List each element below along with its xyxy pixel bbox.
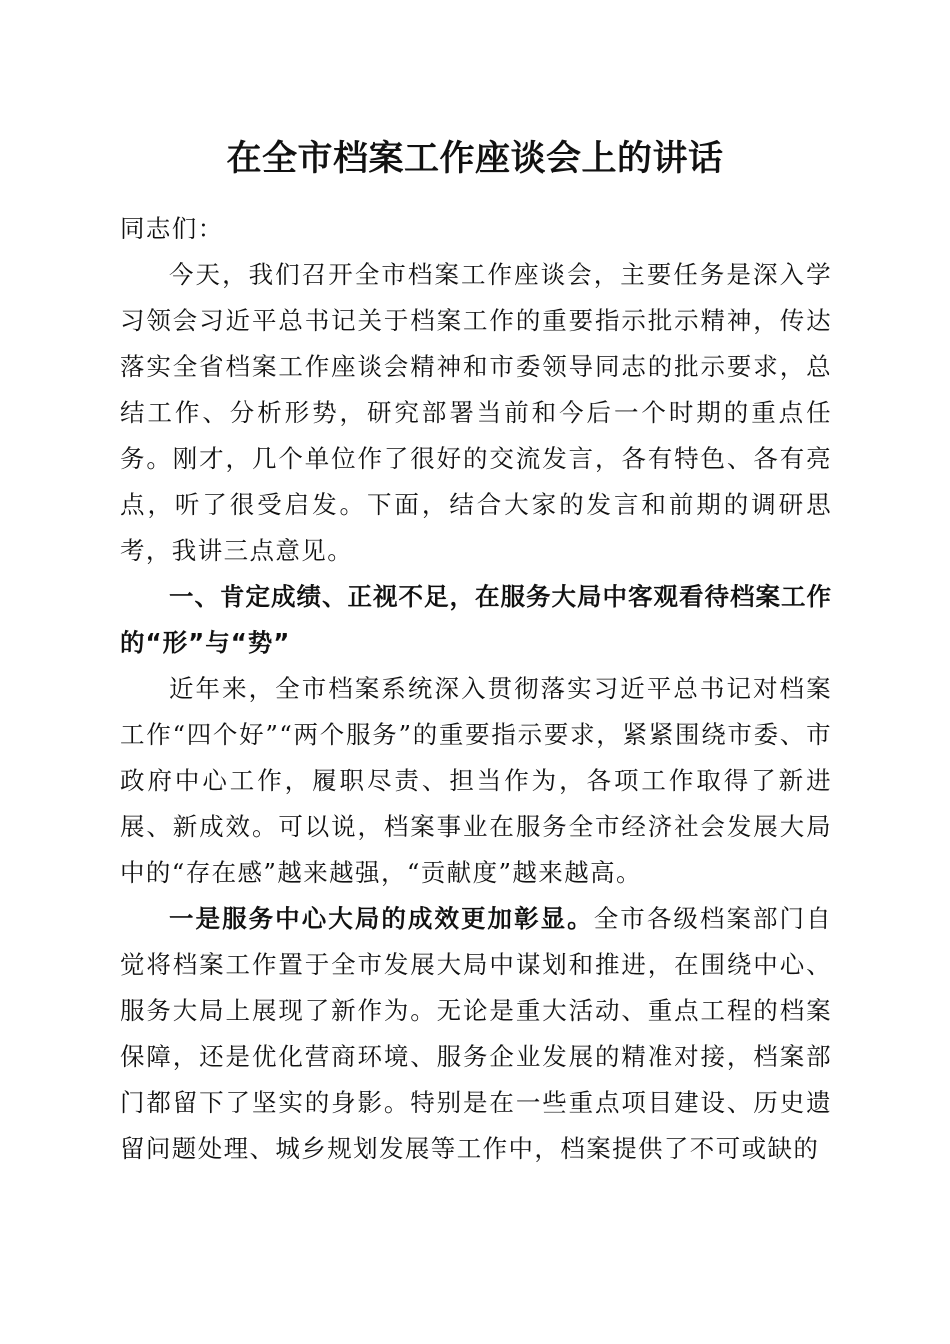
- point-paragraph-1: [120, 896, 832, 1172]
- section-paragraph-1: 近年来，全市档案系统深入贯彻落实习近平总书记对档案工作“四个好”“两个服务”的重要指示要求，紧紧围绕市委、市政府中心工作，履职尽责、担当作为，各项工作取得了新进展、新成效。可以说，档案事业在服务全市经济社会发展大局中的“存在感”越来越强，“贡献度”越来越高。: [120, 674, 832, 887]
- point-lead-1: 一是服务中心大局的成效更加彰显。: [169, 904, 594, 933]
- section-heading-1: 一、肯定成绩、正视不足，在服务大局中客观看待档案工作的“形”与“势”: [120, 582, 832, 657]
- document-title: 在全市档案工作座谈会上的讲话: [226, 138, 724, 179]
- intro-paragraph: 今天，我们召开全市档案工作座谈会，主要任务是深入学习领会习近平总书记关于档案工作的重要指示批示精神，传达落实全省档案工作座谈会精神和市委领导同志的批示要求，总结工作、分析形势，研究部署当前和今后一个时期的重点任务。刚才，几个单位作了很好的交流发言，各有特色、各有亮点，听了很受启发。下面，结合大家的发言和前期的调研思考，我讲三点意见。: [120, 260, 832, 565]
- document-body: [120, 206, 832, 1172]
- salutation: 同志们：: [120, 214, 224, 243]
- point-text-1: 全市各级档案部门自觉将档案工作置于全市发展大局中谋划和推进，在围绕中心、服务大局上展现了新作为。无论是重大活动、重点工程的档案保障，还是优化营商环境、服务企业发展的精准对接，档案部门都留下了坚实的身影。特别是在一些重点项目建设、历史遗留问题处理、城乡规划发展等工作中，档案提供了不可或缺的: [120, 904, 832, 1163]
